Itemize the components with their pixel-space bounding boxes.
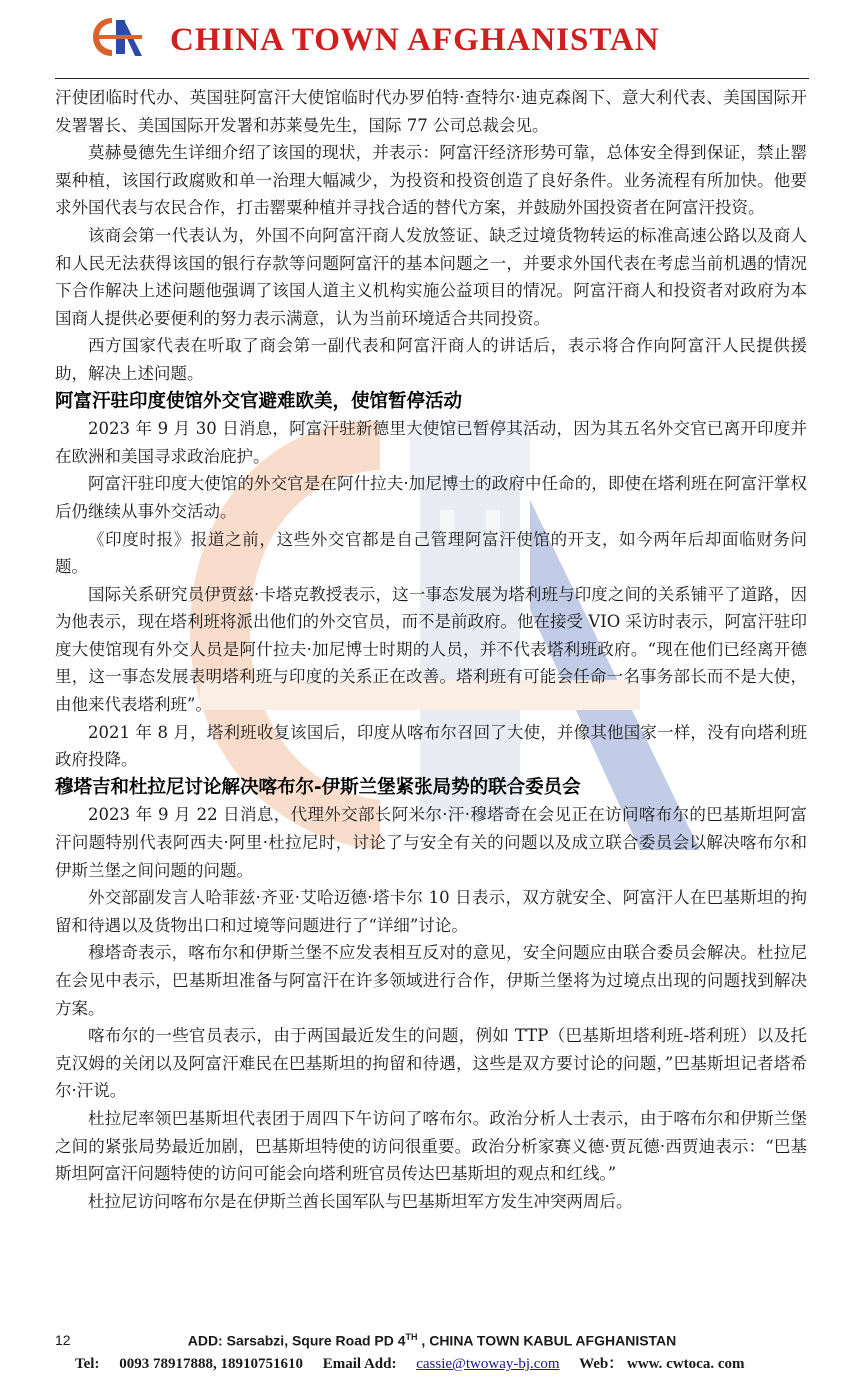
page-footer (0, 1330, 864, 1387)
page-number: 12 (55, 1332, 71, 1348)
publication-title: CHINA TOWN AFGHANISTAN (170, 22, 660, 58)
footer-contact (75, 1352, 744, 1373)
tel-value: 0093 78917888, 18910751610 (119, 1356, 303, 1372)
header-divider (55, 78, 809, 79)
address-text: ADD: Sarsabzi, Squre Road PD 4 (187, 1332, 406, 1349)
company-logo-icon (90, 14, 150, 60)
address-city: , CHINA TOWN KABUL AFGHANISTAN (417, 1332, 677, 1349)
paragraph: 国际关系研究员伊贾兹·卡塔克教授表示，这一事态发展为塔利班与印度之间的关系铺平了道路，因为他表示，现在塔利班将派出他们的外交官员，而不是前政府。他在接受 VIO 采访时表示，阿富汗驻印度大使馆现有外交人员是阿什拉夫·加尼博士时期的人员，并不代表塔利班政府。“现在他们已经离开德里，这一事态发展表明塔利班与印度的关系正在改善。塔利班有可能会任命一名事务部长而不是大使，由他来代表塔利班”。 (55, 584, 807, 715)
paragraph: 喀布尔的一些官员表示，由于两国最近发生的问题，例如 TTP（巴基斯坦塔利班-塔利班）以及托克汉姆的关闭以及阿富汗难民在巴基斯坦的拘留和待遇，这些是双方要讨论的问题，”巴基斯坦记者塔希尔·汗说。 (55, 1026, 807, 1101)
paragraph: 该商会第一代表认为，外国不向阿富汗商人发放签证、缺乏过境货物转运的标准高速公路以及商人和人民无法获得该国的银行存款等问题阿富汗的基本问题之一，并要求外国代表在考虑当前机遇的情况下合作解决上述问题他强调了该国人道主义机构实施公益项目的情况。阿富汗商人和投资者对政府为本国商人提供必要便利的努力表示满意，认为当前环境适合共同投资。 (55, 225, 807, 328)
paragraph: 《印度时报》报道之前，这些外交官都是自己管理阿富汗使馆的开支，如今两年后却面临财务问题。 (55, 529, 807, 577)
paragraph: 阿富汗驻印度大使馆的外交官是在阿什拉夫·加尼博士的政府中任命的，即使在塔利班在阿富汗掌权后仍继续从事外交活动。 (55, 474, 807, 521)
web-label: Web： (579, 1356, 624, 1372)
paragraph: 杜拉尼访问喀布尔是在伊斯兰酋长国军队与巴基斯坦军方发生冲突两周后。 (88, 1191, 633, 1211)
paragraph: 外交部副发言人哈菲兹·齐亚·艾哈迈德·塔卡尔 10 日表示，双方就安全、阿富汗人在巴基斯坦的拘留和待遇以及货物出口和过境等问题进行了“详细”讨论。 (55, 888, 807, 935)
paragraph: 杜拉尼率领巴基斯坦代表团于周四下午访问了喀布尔。政治分析人士表示，由于喀布尔和伊斯兰堡之间的紧张局势最近加剧，巴基斯坦特使的访问很重要。政治分析家赛义德·贾瓦德·西贾迪表示：“巴基斯坦阿富汗问题特使的访问可能会向塔利班官员传达巴基斯坦的观点和红线。” (55, 1108, 807, 1184)
address-superscript: TH (405, 1332, 418, 1342)
paragraph: 穆塔奇表示，喀布尔和伊斯兰堡不应发表相互反对的意见，安全问题应由联合委员会解决。杜拉尼在会见中表示，巴基斯坦准备与阿富汗在许多领域进行合作，伊斯兰堡将为过境点出现的问题找到解决方案。 (55, 943, 807, 1018)
tel-label: Tel: (75, 1356, 100, 1372)
email-link[interactable]: cassie@twoway-bj.com (416, 1356, 560, 1372)
section-heading: 穆塔吉和杜拉尼讨论解决喀布尔-伊斯兰堡紧张局势的联合委员会 (55, 776, 581, 798)
paragraph: 2023 年 9 月 30 日消息，阿富汗驻新德里大使馆已暂停其活动，因为其五名外交官已离开印度并在欧洲和美国寻求政治庇护。 (55, 419, 807, 466)
paragraph: 莫赫曼德先生详细介绍了该国的现状，并表示：阿富汗经济形势可靠，总体安全得到保证，禁止罂粟种植，该国行政腐败和单一治理大幅减少，为投资和投资创造了良好条件。业务流程有所加快。他要求外国代表与农民合作，打击罂粟种植并寻找合适的替代方案，并鼓励外国投资者在阿富汗投资。 (55, 143, 807, 218)
article-body (55, 84, 807, 1215)
page-header (0, 0, 864, 82)
paragraph: 2021 年 8 月，塔利班收复该国后，印度从喀布尔召回了大使，并像其他国家一样，没有向塔利班政府投降。 (55, 722, 807, 770)
footer-address (0, 1332, 864, 1349)
paragraph: 汗使团临时代办、英国驻阿富汗大使馆临时代办罗伯特·查特尔·迪克森阁下、意大利代表、美国国际开发署署长、美国国际开发署和苏莱曼先生，国际 77 公司总裁会见。 (55, 88, 807, 135)
paragraph: 2023 年 9 月 22 日消息，代理外交部长阿米尔·汗·穆塔奇在会见正在访问喀布尔的巴基斯坦阿富汗问题特别代表阿西夫·阿里·杜拉尼时，讨论了与安全有关的问题以及成立联合委员会以解决喀布尔和伊斯兰堡之间问题的问题。 (55, 805, 807, 880)
section-heading: 阿富汗驻印度使馆外交官避难欧美，使馆暂停活动 (55, 390, 463, 412)
paragraph: 西方国家代表在听取了商会第一副代表和阿富汗商人的讲话后，表示将合作向阿富汗人民提供援助，解决上述问题。 (55, 336, 807, 383)
email-label: Email Add: (322, 1356, 397, 1372)
web-value: www. cwtoca. com (627, 1356, 745, 1372)
